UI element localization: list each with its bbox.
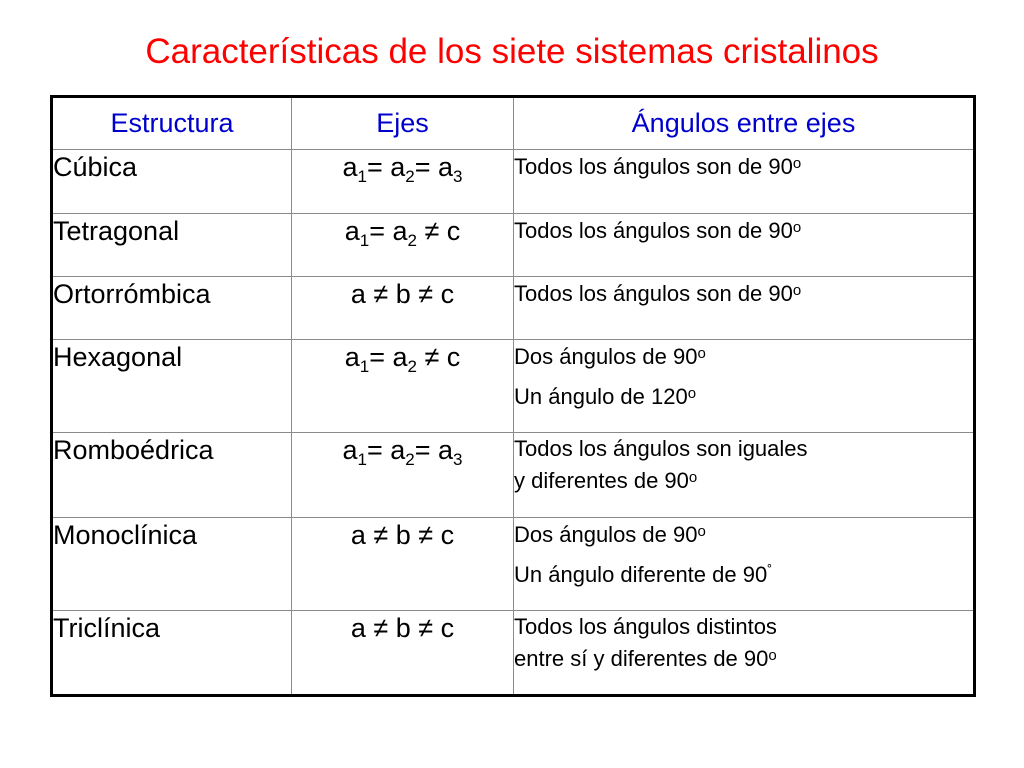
axes-cell: a ≠ b ≠ c [292, 518, 514, 611]
angles-cell: Todos los ángulos son iguales y diferentes de 90$^o$ [514, 433, 975, 518]
angles-cell: Todos los ángulos son de 90$^o$ [514, 150, 975, 214]
axes-cell: $a_1= a_2 \ne c$ [292, 214, 514, 277]
header-angles: Ángulos entre ejes [514, 97, 975, 150]
table-row [52, 340, 975, 433]
axes-cell: a ≠ b ≠ c [292, 611, 514, 696]
header-structure: Estructura [52, 97, 292, 150]
axes-cell: a ≠ b ≠ c [292, 277, 514, 340]
structure-cell: Monoclínica [52, 518, 292, 611]
table-header-row [52, 97, 975, 150]
structure-cell: Hexagonal [52, 340, 292, 433]
angles-cell: Dos ángulos de 90$^o$ Un ángulo de 120$^o$ [514, 340, 975, 433]
crystal-systems-table [50, 95, 976, 697]
angles-cell: Dos ángulos de 90$^o$ Un ángulo diferente de 90˚ [514, 518, 975, 611]
table-row [52, 277, 975, 340]
angles-cell: Todos los ángulos distintos entre sí y diferentes de 90$^o$ [514, 611, 975, 696]
structure-cell: Cúbica [52, 150, 292, 214]
table-row [52, 150, 975, 214]
structure-cell: Ortorrómbica [52, 277, 292, 340]
structure-cell: Tetragonal [52, 214, 292, 277]
axes-cell: $a_1= a_2 \ne c$ [292, 340, 514, 433]
structure-cell: Romboédrica [52, 433, 292, 518]
header-axes: Ejes [292, 97, 514, 150]
angles-cell: Todos los ángulos son de 90$^o$ [514, 214, 975, 277]
table-row [52, 214, 975, 277]
axes-cell: $a_1= a_2= a_3$ [292, 433, 514, 518]
table-row [52, 433, 975, 518]
table-row [52, 518, 975, 611]
angles-cell: Todos los ángulos son de 90$^o$ [514, 277, 975, 340]
axes-cell: $a_1= a_2= a_3$ [292, 150, 514, 214]
slide-title: Características de los siete sistemas cristalinos [145, 32, 879, 71]
table-row [52, 611, 975, 696]
structure-cell: Triclínica [52, 611, 292, 696]
